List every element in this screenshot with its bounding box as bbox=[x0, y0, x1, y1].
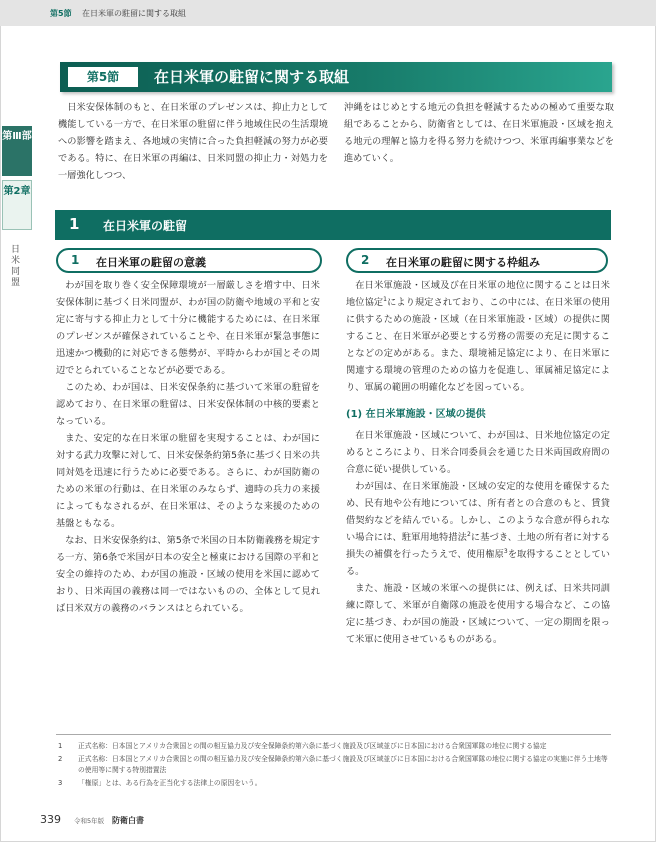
footnote-text: 正式名称：日本国とアメリカ合衆国との間の相互協力及び安全保障条約第六条に基づく施設及び区域並びに日本国における合衆国軍隊の地位に関する協定の実施に伴う土地等の使用等に関する特別措置法 bbox=[78, 755, 608, 774]
footnote-number: 2 bbox=[58, 755, 63, 763]
text-run: を取得することとしている。 bbox=[346, 549, 610, 577]
footnote-item bbox=[56, 754, 612, 776]
subsection-number: 1 bbox=[69, 215, 80, 233]
intro-left-column bbox=[58, 99, 328, 184]
right-column bbox=[346, 277, 610, 648]
text-run: 在日米軍施設・区域及び在日米軍の地位に関することは日米地位協定 bbox=[346, 280, 610, 308]
left-column bbox=[56, 277, 320, 617]
text-run: により規定されており、この中には、在日米軍の使用に供するための施設・区域（在日米軍施設・区域）の提供に関すること、在日米軍が必要とする労務の需要の充足に関することなどの定めがある。また、環境補足協定により、在日米軍に関連する環境の管理のための協力を促進し、軍属補足協定により、軍属の範囲の明確化などを図っている。 bbox=[346, 297, 611, 393]
footnote-item bbox=[56, 778, 612, 789]
intro-right-column bbox=[344, 99, 614, 167]
footnote-text: 正式名称：日本国とアメリカ合衆国との間の相互協力及び安全保障条約第六条に基づく施設及び区域並びに日本国における合衆国軍隊の地位に関する協定 bbox=[78, 742, 547, 750]
topic-2-number: 2 bbox=[361, 253, 370, 267]
page-number: 339 bbox=[40, 813, 61, 826]
topic-1-paragraph: また、安定的な在日米軍の駐留を実現することは、わが国に対する武力攻撃に対して、日米安保条約第5条に基づく日米の共同対処を迅速に行うために必要である。さらに、わが国防衛のための米軍の行動は、在日米軍のみならず、適時の兵力の来援によってもなされるが、在日米軍は、そのような来援のための基盤ともなる。 bbox=[56, 433, 320, 529]
footnote-divider bbox=[56, 734, 611, 735]
topic-2-paragraph-4: また、施設・区域の米軍への提供には、例えば、日米共同訓練に際して、米軍が自衛隊の施設を使用する場合など、この協定に基づき、わが国の施設・区域について、一定の期間を限って米軍に使用させているものがある。 bbox=[346, 583, 610, 645]
footnote-item bbox=[56, 741, 612, 752]
tab-chapter-title: 日米同盟 bbox=[11, 245, 21, 288]
tab-chapter[interactable]: 第2章 bbox=[2, 180, 32, 230]
running-header-title: 在日米軍の駐留に関する取組 bbox=[82, 9, 186, 18]
topic-1-title: 在日米軍の駐留の意義 bbox=[96, 256, 206, 269]
topic-1-paragraph: なお、日米安保条約は、第5条で米国の日本防衛義務を規定する一方、第6条で米国が日本の安全と極東における国際の平和と安全の維持のため、わが国の施設・区域の使用を米国に認めており、日米両国の義務は同一ではないものの、全体として見れば日米双方の義務のバランスはとられている。 bbox=[56, 535, 320, 614]
topic-1-heading bbox=[56, 248, 322, 273]
subsection-banner bbox=[55, 210, 611, 240]
section-banner bbox=[60, 62, 612, 92]
footnote-number: 3 bbox=[58, 779, 63, 787]
topic-1-paragraph: わが国を取り巻く安全保障環境が一層厳しさを増す中、日米安保体制に基づく日米同盟が、わが国の防衛や地域の平和と安定に寄与する抑止力として十分に機能するためには、在日米軍のプレゼンスが確保されていることや、在日米軍が緊急事態に迅速かつ機動的に対応できる態勢が、平時からわが国とその周辺でとられていることなどが必要である。 bbox=[56, 280, 320, 376]
subsection-title: 在日米軍の駐留 bbox=[103, 219, 188, 233]
footnote-ref-1[interactable]: 1 bbox=[383, 295, 387, 303]
topic-1-number: 1 bbox=[71, 253, 80, 267]
subheading-facility-provision: (1) 在日米軍施設・区域の提供 bbox=[346, 409, 486, 420]
footnote-ref-2[interactable]: 2 bbox=[466, 530, 471, 538]
tab-part[interactable]: 第Ⅲ部 bbox=[2, 126, 32, 176]
topic-2-paragraph-2: 在日米軍施設・区域について、わが国は、日米地位協定の定めるところにより、日米合同委員会を通じた日米両国政府間の合意に従い提供している。 bbox=[346, 430, 610, 475]
topic-2-title: 在日米軍の駐留に関する枠組み bbox=[386, 256, 540, 269]
footnote-number: 1 bbox=[58, 742, 63, 750]
footnotes bbox=[56, 741, 612, 791]
text-run: に基づき、土地の所有者に対する損失の補償を行ったうえで、使用権原 bbox=[346, 532, 610, 560]
topic-2-heading bbox=[346, 248, 608, 273]
intro-paragraph-left: 日米安保体制のもと、在日米軍のプレゼンスは、抑止力として機能している一方で、在日米軍の駐留に伴う地域住民の生活環境への影響を踏まえ、各地域の実情に合った負担軽減の努力が必要である。特に、在日米軍の再編は、日米同盟の抑止力・対処力を一層強化しつつ、 bbox=[58, 102, 328, 181]
publication-era: 令和5年版 bbox=[74, 817, 105, 825]
intro-paragraph-right: 沖縄をはじめとする地元の負担を軽減するための極めて重要な取組であることから、防衛省としては、在日米軍施設・区域を抱える地元の理解と協力を得る努力を続けつつ、米軍再編事業などを進めていく。 bbox=[344, 102, 614, 164]
publication-title: 防衛白書 bbox=[112, 816, 144, 825]
topic-2-paragraph-1 bbox=[346, 277, 610, 396]
topic-2-paragraph-3 bbox=[346, 478, 610, 580]
footnote-text: 「権原」とは、ある行為を正当化する法律上の原因をいう。 bbox=[78, 779, 262, 787]
section-label: 第5節 bbox=[68, 67, 138, 87]
section-title: 在日米軍の駐留に関する取組 bbox=[154, 68, 350, 86]
footnote-ref-3[interactable]: 3 bbox=[503, 547, 508, 555]
running-header-section: 第5節 bbox=[50, 9, 72, 18]
topic-1-paragraph: このため、わが国は、日米安保条約に基づいて米軍の駐留を認めており、在日米軍の駐留は、日米安保体制の中核的要素となっている。 bbox=[56, 382, 320, 427]
running-header bbox=[0, 0, 656, 26]
text-run: わが国は、在日米軍施設・区域の安定的な使用を確保するため、民有地や公有地については、所有者との合意のもと、賃貸借契約などを結んでいる。しかし、このような合意が得られない場合には、駐軍用地特措法 bbox=[346, 481, 610, 543]
